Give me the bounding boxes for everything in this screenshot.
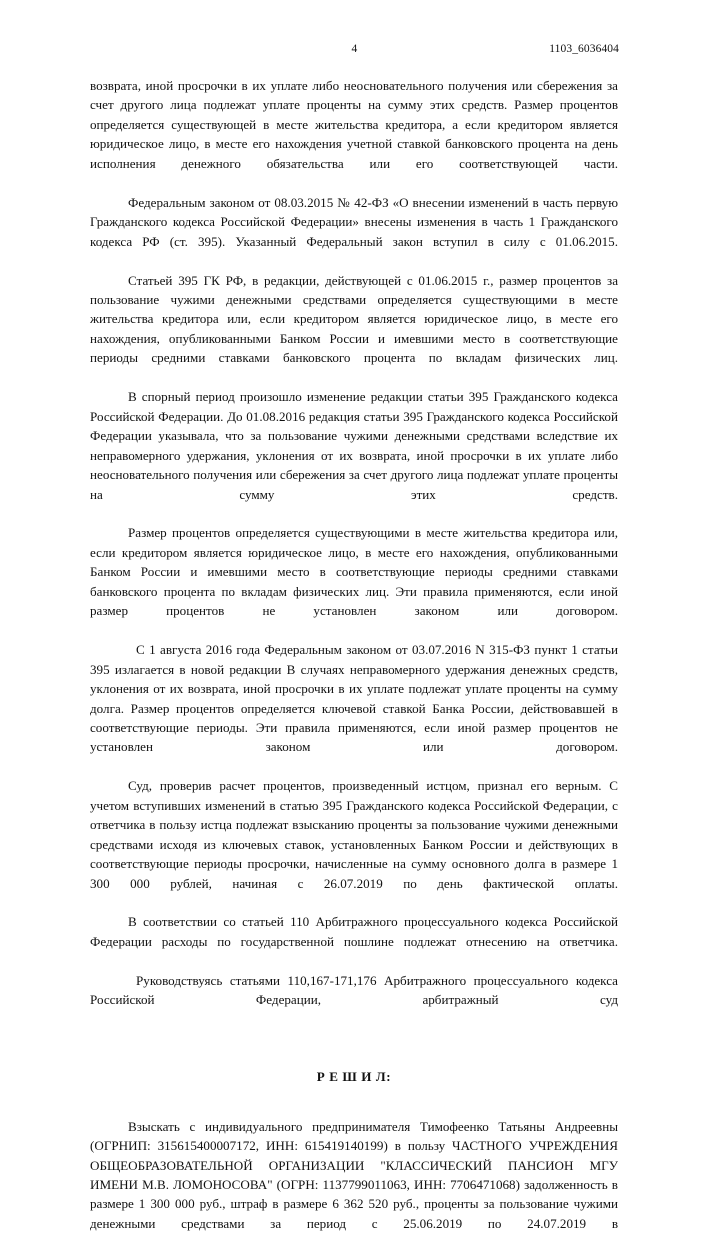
page-running-header bbox=[90, 40, 619, 58]
paragraph-court-check: Суд, проверив расчет процентов, произведенный истцом, признал его верным. С учетом вступивших изменений в статью 395 Гражданского кодекса Российской Федерации, с ответчика в пользу истца подлежат взысканию проценты за пользование чужими денежными средствами исходя из ключевых ставок, установленных Банком России и действующих в соответствующие периоды просрочки, начисленные на сумму основного долга в размере 1 300 000 рублей, начиная с 26.07.2019 по день фактической оплаты. bbox=[90, 778, 618, 891]
paragraph-interest-size: Размер процентов определяется существующими в месте жительства кредитора или, если кредитором является юридическое лицо, в месте его нахождения, опубликованными Банком России и имевшими место в соответствующие периоды средними ставками банковского процента по вкладам физических лиц. Эти правила применяются, если иной размер процентов не установлен законом или договором. bbox=[90, 525, 618, 619]
paragraph-law-315fz: С 1 августа 2016 года Федеральным законом от 03.07.2016 N 315-ФЗ пункт 1 статьи 395 излагается в новой редакции В случаях неправомерного удержания денежных средств, уклонения от их возврата, иной просрочки в их уплате подлежат уплате проценты на сумму долга. Размер процентов определяется ключевой ставкой Банка России, действовавшей в соответствующие периоды. Эти правила применяются, если иной размер процентов не установлен законом или договором. bbox=[90, 642, 618, 755]
document-code: 1103_6036404 bbox=[549, 43, 619, 55]
document-body bbox=[90, 76, 618, 1253]
paragraph-continued: возврата, иной просрочки в их уплате либо неосновательного получения или сбережения за счет другого лица подлежат уплате проценты на сумму этих средств. Размер процентов определяется существующей в месте жительства кредитора, а если кредитором является юридическое лицо, в месте его нахождения учетной ставкой банковского процента на день исполнения денежного обязательства или его соответствующей части. bbox=[90, 78, 618, 171]
verdict-heading: Р Е Ш И Л: bbox=[316, 1069, 392, 1085]
paragraph-guided-by: Руководствуясь статьями 110,167-171,176 Арбитражного процессуального кодекса Российской Федерации, арбитражный суд bbox=[90, 972, 618, 1008]
verdict-spacer-above bbox=[90, 1029, 618, 1067]
paragraph-article-395: Статьей 395 ГК РФ, в редакции, действующей с 01.06.2015 г., размер процентов за пользование чужими денежными средствами определяется существующими в месте жительства кредитора или, если кредитором является юридическое лицо, в месте его нахождения, опубликованными Банком России и имевшими место в соответствующие периоды средними ставками банковского процента по вкладам физических лиц. bbox=[90, 272, 618, 366]
paragraph-disputed-period: В спорный период произошло изменение редакции статьи 395 Гражданского кодекса Российской Федерации. До 01.08.2016 редакция статьи 395 Гражданского кодекса Российской Федерации указывала, что за пользование чужими денежными средствами вследствие их неправомерного удержания, уклонения от их возврата, иной просрочки в их уплате либо неосновательного получения или сбережения за счет другого лица подлежат уплате проценты на сумму этих средств. bbox=[90, 389, 618, 502]
paragraph-ruling: Взыскать с индивидуального предпринимателя Тимофеенко Татьяны Андреевны (ОГРНИП: 315615400007172, ИНН: 615419140199) в пользу ЧАСТНОГО УЧРЕЖДЕНИЯ ОБЩЕОБРАЗОВАТЕЛЬНОЙ ОРГАНИЗАЦИИ "КЛАССИЧЕСКИЙ ПАНСИОН МГУ ИМЕНИ М.В. ЛОМОНОСОВА" (ОГРН: 1137799011063, ИНН: 7706471068) задолженность в размере 1 300 000 руб., штраф в размере 6 362 520 руб., проценты за пользование чужими денежными средствами за период с 25.06.2019 по 24.07.2019 в bbox=[90, 1118, 618, 1231]
verdict-spacer-below bbox=[90, 1087, 618, 1117]
paragraph-federal-law-42fz: Федеральным законом от 08.03.2015 № 42-ФЗ «О внесении изменений в часть первую Гражданского кодекса Российской Федерации» внесены изменения в часть 1 Гражданского кодекса РФ (ст. 395). Указанный Федеральный закон вступил в силу с 01.06.2015. bbox=[90, 194, 618, 249]
paragraph-article-110: В соответствии со статьей 110 Арбитражного процессуального кодекса Российской Федерации расходы по государственной пошлине подлежат отнесению на ответчика. bbox=[90, 914, 618, 949]
page-number: 4 bbox=[351, 43, 358, 55]
